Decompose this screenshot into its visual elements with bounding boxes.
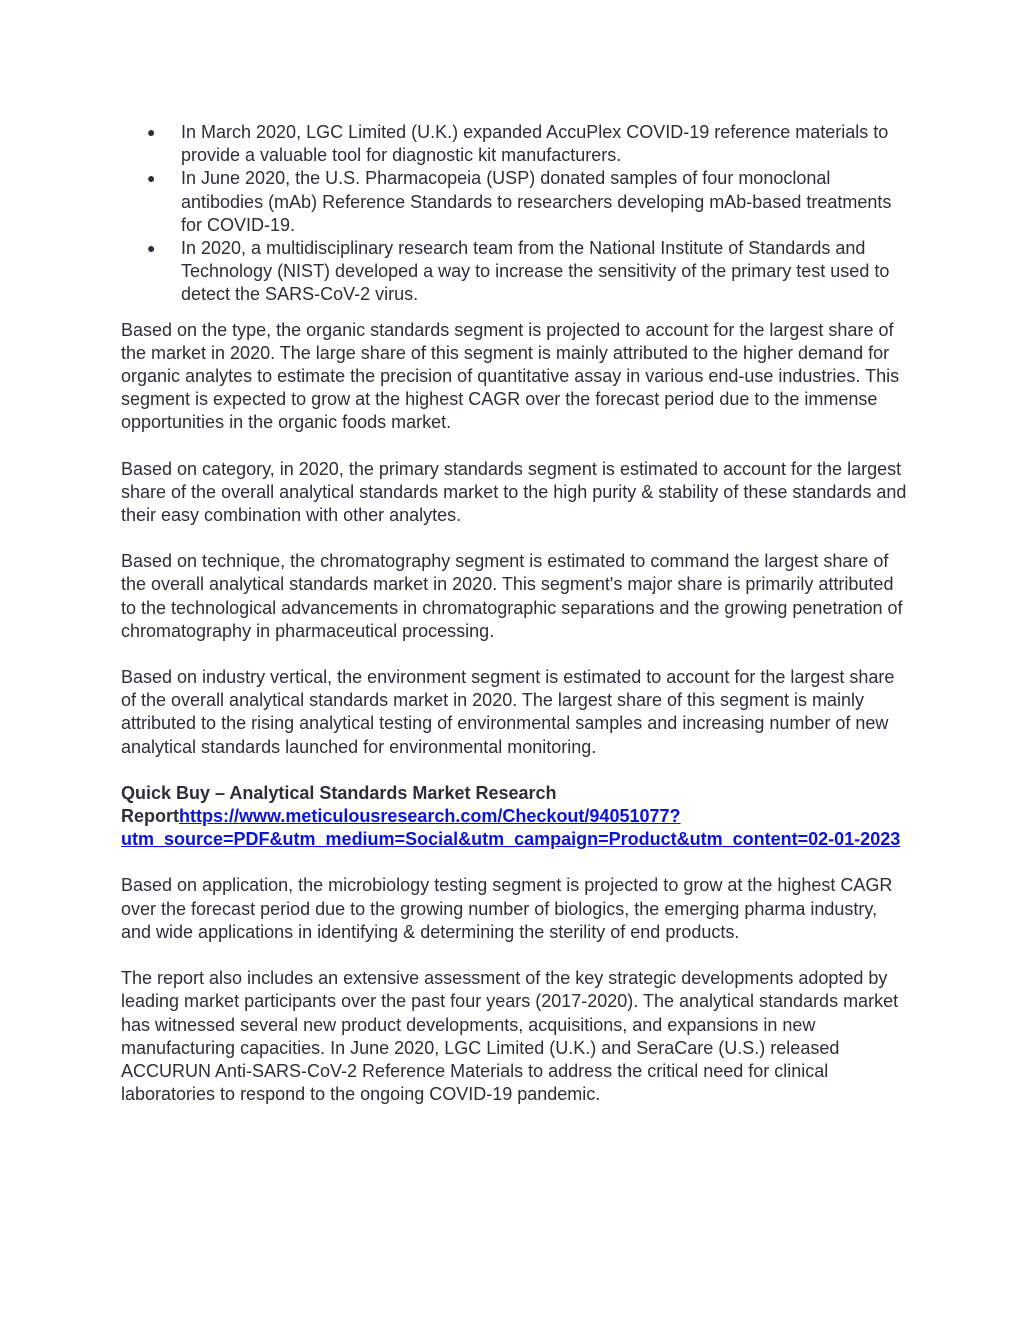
document-page (121, 121, 911, 1129)
list-item (121, 121, 911, 167)
bullet-text: In 2020, a multidisciplinary research team from the National Institute of Standards and Technology (NIST) developed a way to increase the sensitivity of the primary test used to detect the SARS-CoV-2 virus. (181, 238, 890, 305)
quick-buy-label: Quick Buy – Analytical Standards Market Research Report (121, 782, 557, 827)
bullet-icon: ● (147, 170, 156, 187)
bullet-icon: ● (147, 124, 156, 140)
paragraph-type: Based on the type, the organic standards segment is projected to account for the largest share of the market in 2020. The large share of this segment is mainly attributed to the higher demand for organic analytes to estimate the precision of quantitative assay in various end-use industries. This segment is expected to grow at the highest CAGR over the forecast period due to the immense opportunities in the organic foods market. (121, 319, 900, 433)
bullet-list (121, 121, 911, 307)
bullet-text: In March 2020, LGC Limited (U.K.) expanded AccuPlex COVID-19 reference materials to provide a valuable tool for diagnostic kit manufacturers. (181, 122, 889, 166)
paragraph-application: Based on application, the microbiology testing segment is projected to grow at the highest CAGR over the forecast period due to the growing number of biologics, the emerging pharma industry, and wide applications in identifying & determining the sterility of end products. (121, 875, 893, 942)
checkout-link[interactable]: https://www.meticulousresearch.com/Checkout/94051077?utm_source=PDF&utm_medium=Social&utm_campaign=Product&utm_content=02-01-2023 (121, 806, 901, 850)
paragraph-industry-vertical: Based on industry vertical, the environment segment is estimated to account for the largest share of the overall analytical standards market in 2020. The largest share of this segment is mainly attributed to the rising analytical testing of environmental samples and increasing number of new analytical standards launched for environmental monitoring. (121, 667, 895, 757)
list-item (121, 167, 911, 237)
paragraph-technique: Based on technique, the chromatography segment is estimated to command the largest share of the overall analytical standards market in 2020. This segment's major share is primarily attributed to the technological advancements in chromatographic separations and the growing penetration of chromatography in pharmaceutical processing. (121, 551, 903, 641)
paragraph-category: Based on category, in 2020, the primary standards segment is estimated to account for the largest share of the overall analytical standards market to the high purity & stability of these standards and their easy combination with other analytes. (121, 458, 907, 526)
bullet-icon: ● (147, 240, 156, 257)
paragraph-report: The report also includes an extensive assessment of the key strategic developments adopted by leading market participants over the past four years (2017-2020). The analytical standards market has witnessed several new product developments, acquisitions, and expansions in new manufacturing capacities. In June 2020, LGC Limited (U.K.) and SeraCare (U.S.) released ACCURUN Anti-SARS-CoV-2 Reference Materials to address the critical need for clinical laboratories to respond to the ongoing COVID-19 pandemic. (121, 968, 899, 1105)
list-item (121, 237, 911, 307)
quick-buy-block (121, 782, 911, 852)
bullet-text: In June 2020, the U.S. Pharmacopeia (USP) donated samples of four monoclonal antibodies (mAb) Reference Standards to researchers developing mAb-based treatments for COVID-19. (181, 168, 892, 235)
